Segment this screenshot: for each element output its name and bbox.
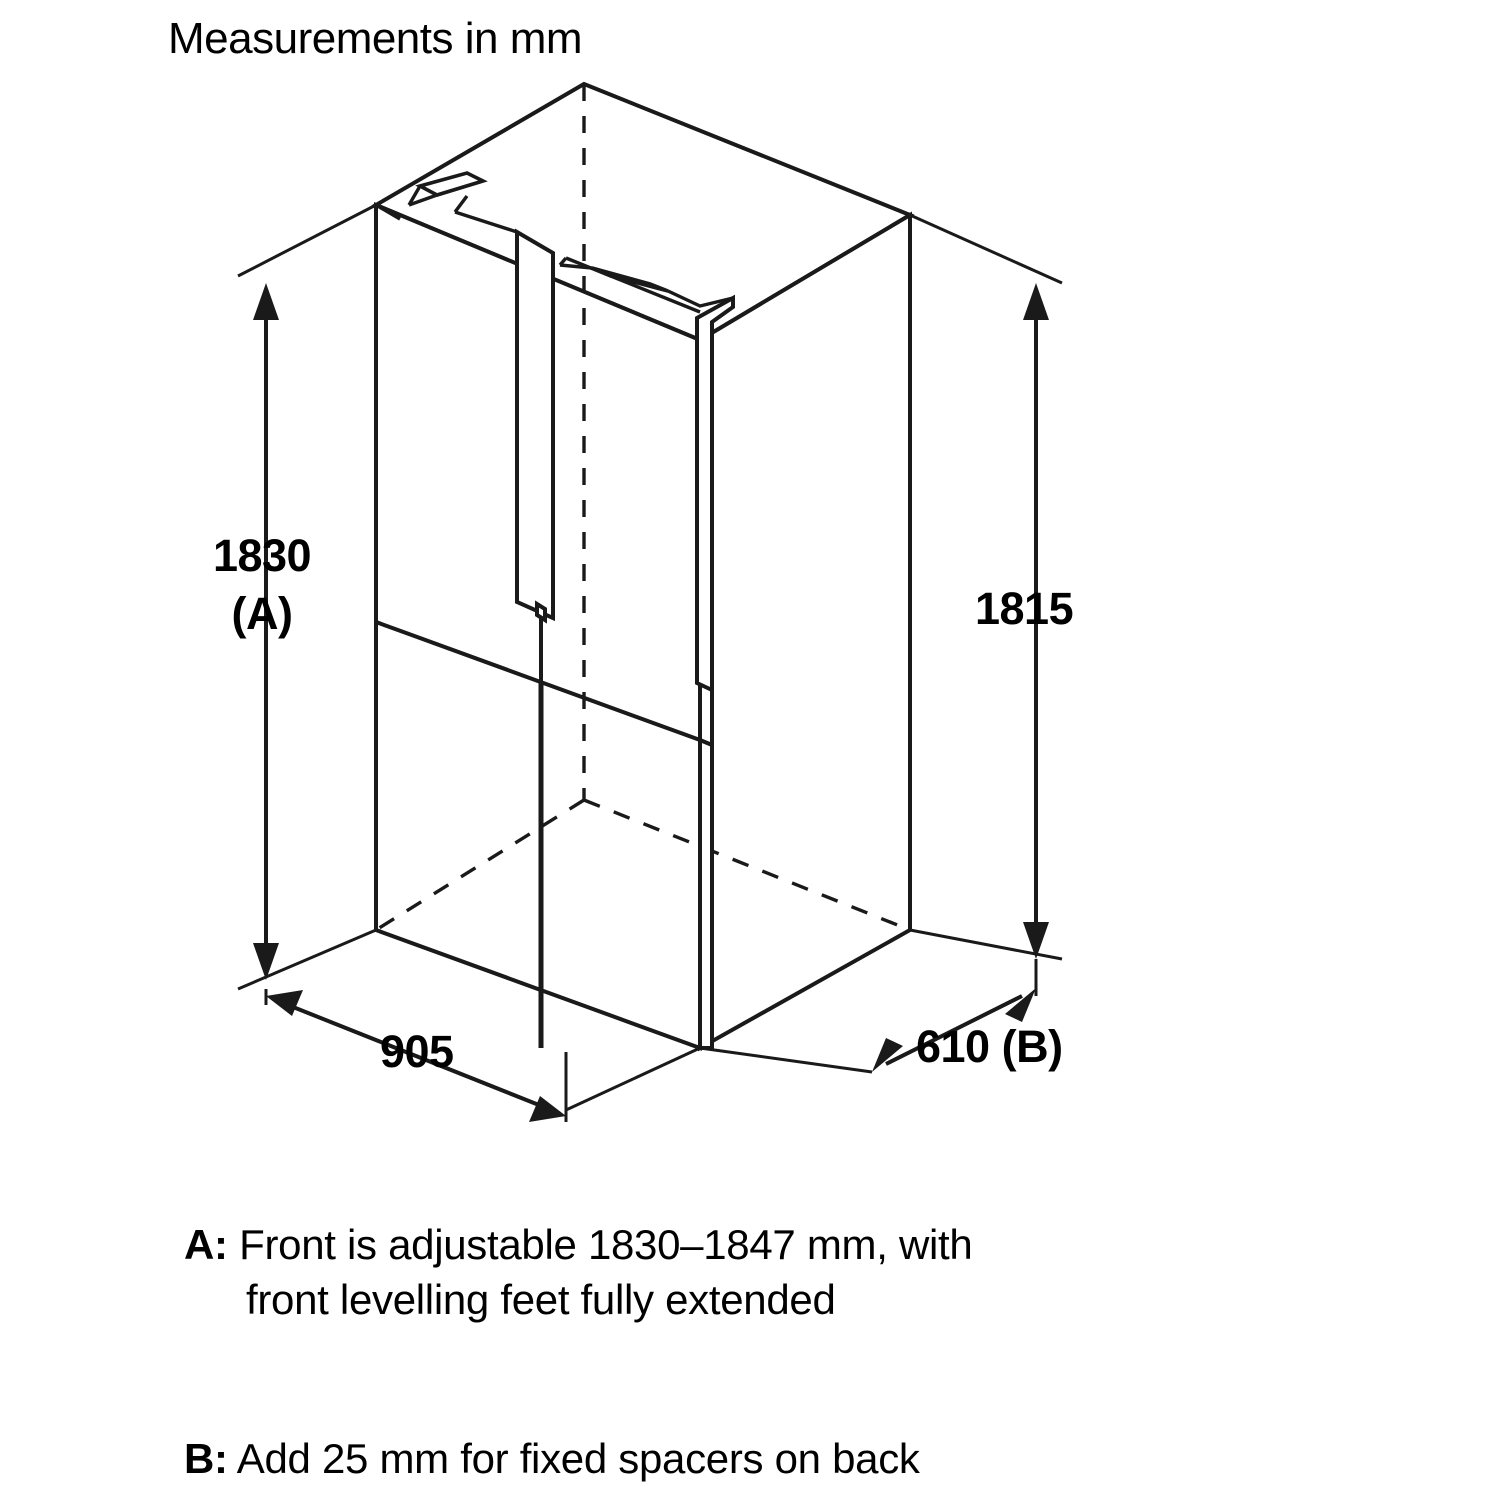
note-a-marker: A: [184, 1221, 228, 1268]
dimension-height-front-value: 1830 [212, 530, 312, 581]
dimension-height-front-label [197, 527, 327, 642]
note-a [184, 1218, 1374, 1327]
note-b-line1: Add 25 mm for fixed spacers on back [236, 1435, 920, 1482]
lower-right-drawer-edge [700, 740, 712, 1048]
note-a-line1: Front is adjustable 1830–1847 mm, with [239, 1221, 973, 1268]
page-title: Measurements in mm [168, 14, 583, 63]
cabinet-right-face [700, 215, 910, 1048]
handle-foot-left [537, 604, 545, 620]
note-b-marker: B: [184, 1435, 228, 1482]
dimension-depth-label: 610 (B) [916, 1021, 1063, 1072]
dimension-height-back-label: 1815 [975, 583, 1074, 634]
note-a-line2: front levelling feet fully extended [246, 1275, 836, 1323]
note-b [184, 1432, 1384, 1487]
dimension-height-front-marker: (A) [231, 587, 293, 639]
left-upper-door-handle-bar [517, 232, 553, 618]
dimension-width-label: 905 [380, 1026, 454, 1077]
